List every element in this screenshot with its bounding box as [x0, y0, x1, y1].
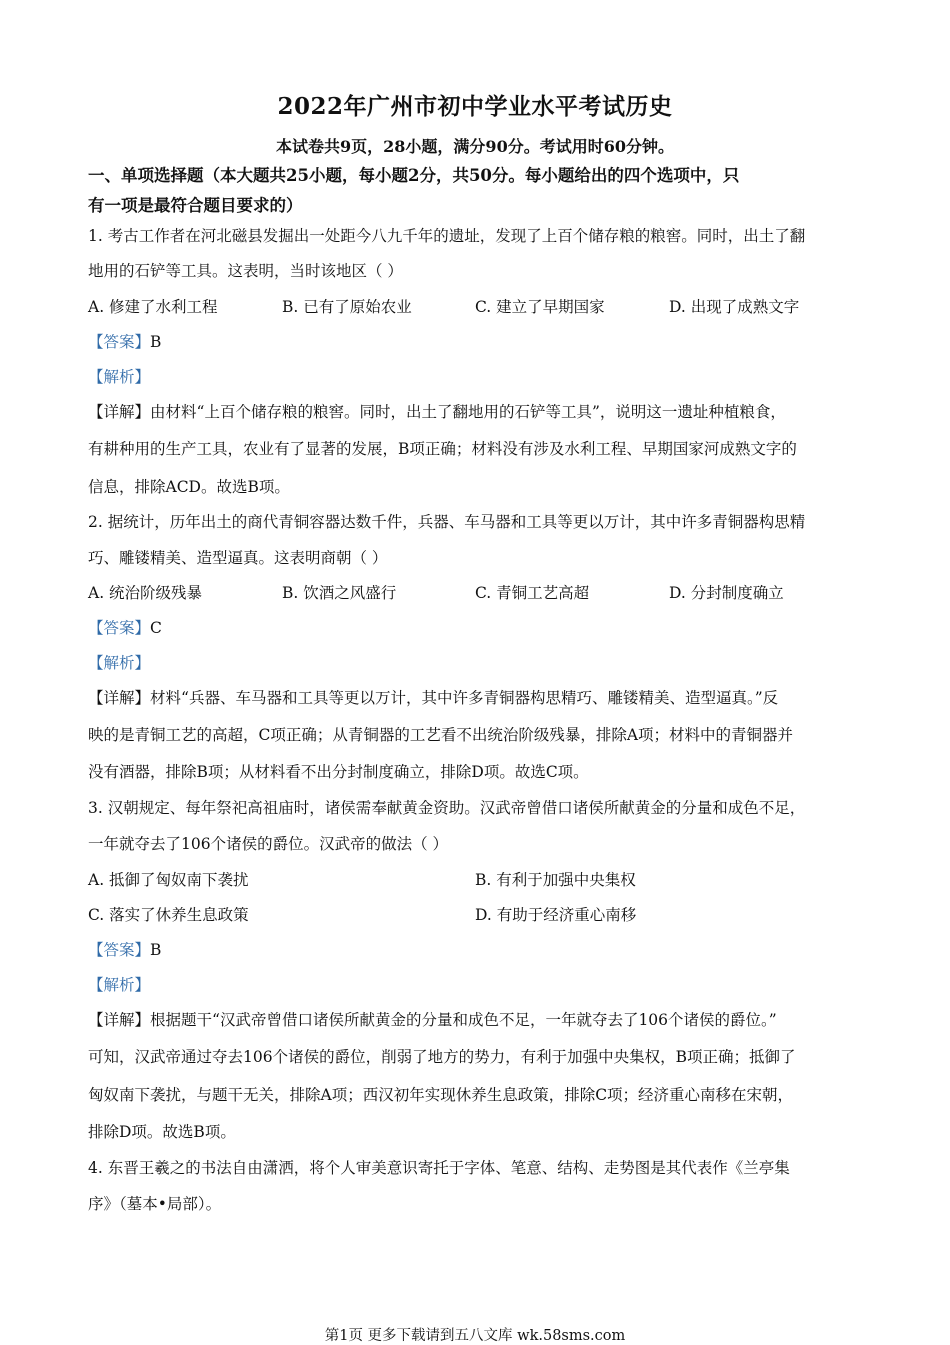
answer-value: B: [150, 333, 162, 351]
question-1-stem-cont: 地用的石铲等工具。这表明，当时该地区（ ）: [88, 262, 403, 280]
question-3-option-d: D. 有助于经济重心南移: [475, 906, 637, 924]
question-2-answer: [88, 618, 162, 638]
detail-text: 根据题干“汉武帝曾借口诸侯所献黄金的分量和成色不足，一年就夺去了106个诸侯的爵位。”: [150, 1011, 777, 1029]
answer-label: 【答案】: [88, 619, 151, 637]
question-3-answer: [88, 940, 161, 960]
question-3-stem-cont: 一年就夺去了106个诸侯的爵位。汉武帝的做法（ ）: [88, 835, 449, 853]
question-3-detail-cont2: 匈奴南下袭扰，与题干无关，排除A项；西汉初年实现休养生息政策，排除C项；经济重心南移在宋朝，: [88, 1086, 794, 1104]
answer-label: 【答案】: [88, 941, 151, 959]
question-1-detail-cont: 有耕种用的生产工具，农业有了显著的发展，B项正确；材料没有涉及水利工程、早期国家河成熟文字的: [88, 440, 797, 458]
section-heading: 一、单项选择题（本大题共25小题，每小题2分，共50分。每小题给出的四个选项中，只: [88, 166, 740, 185]
question-2-option-b: B. 饮酒之风盛行: [282, 584, 397, 602]
answer-label: 【答案】: [88, 333, 151, 351]
answer-value: B: [150, 941, 162, 959]
question-1-stem: 1. 考古工作者在河北磁县发掘出一处距今八九千年的遗址，发现了上百个储存粮的粮窖。同时，出土了翻: [88, 227, 806, 245]
detail-label: 【详解】: [88, 403, 151, 421]
question-3-detail-cont: 可知，汉武帝通过夺去106个诸侯的爵位，削弱了地方的势力，有利于加强中央集权，B项正确；抵御了: [88, 1048, 796, 1066]
question-3-option-a: A. 抵御了匈奴南下袭扰: [88, 871, 249, 889]
question-3-detail-end: 排除D项。故选B项。: [88, 1123, 236, 1141]
question-3-stem: 3. 汉朝规定、每年祭祀高祖庙时，诸侯需奉献黄金资助。汉武帝曾借口诸侯所献黄金的分量和成色不足，: [88, 799, 806, 817]
section-heading-cont: 有一项是最符合题目要求的）: [88, 196, 303, 215]
exam-instructions: 本试卷共9页，28小题，满分90分。考试用时60分钟。: [276, 137, 674, 156]
question-1-option-c: C. 建立了早期国家: [475, 298, 605, 316]
question-2-detail-cont: 映的是青铜工艺的高超，C项正确；从青铜器的工艺看不出统治阶级残暴，排除A项；材料中的青铜器并: [88, 726, 794, 744]
question-2-detail-end: 没有酒器，排除B项；从材料看不出分封制度确立，排除D项。故选C项。: [88, 763, 589, 781]
detail-label: 【详解】: [88, 689, 151, 707]
question-1-detail-end: 信息，排除ACD。故选B项。: [88, 478, 290, 496]
question-1-answer: [88, 332, 161, 352]
question-2-analysis-label: 【解析】: [88, 654, 151, 672]
question-1-option-b: B. 已有了原始农业: [282, 298, 412, 316]
detail-text: 由材料“上百个储存粮的粮窖。同时，出土了翻地用的石铲等工具”，说明这一遗址种植粮食，: [150, 403, 786, 421]
question-2-detail: [88, 688, 778, 708]
question-3-option-b: B. 有利于加强中央集权: [475, 871, 636, 889]
question-2-stem-cont: 巧、雕镂精美、造型逼真。这表明商朝（ ）: [88, 549, 388, 567]
answer-value: C: [150, 619, 162, 637]
question-4-stem: 4. 东晋王羲之的书法自由潇洒，将个人审美意识寄托于字体、笔意、结构、走势图是其代表作《兰亭集: [88, 1159, 790, 1177]
question-1-option-d: D. 出现了成熟文字: [669, 298, 800, 316]
question-3-option-c: C. 落实了休养生息政策: [88, 906, 249, 924]
question-2-stem: 2. 据统计，历年出土的商代青铜容器达数千件，兵器、车马器和工具等更以万计，其中许多青铜器构思精: [88, 513, 806, 531]
question-1-analysis-label: 【解析】: [88, 368, 151, 386]
detail-text: 材料“兵器、车马器和工具等更以万计，其中许多青铜器构思精巧、雕镂精美、造型逼真。”反: [150, 689, 779, 707]
question-2-option-a: A. 统治阶级残暴: [88, 584, 203, 602]
page-footer: 第1页 更多下载请到五八文库 wk.58sms.com: [324, 1328, 626, 1344]
question-2-option-d: D. 分封制度确立: [669, 584, 784, 602]
question-3-analysis-label: 【解析】: [88, 976, 151, 994]
detail-label: 【详解】: [88, 1011, 151, 1029]
question-2-option-c: C. 青铜工艺高超: [475, 584, 590, 602]
page-title: 2022年广州市初中学业水平考试历史: [277, 93, 673, 120]
question-3-detail: [88, 1010, 777, 1030]
question-4-stem-cont: 序》（墓本•局部）。: [88, 1195, 222, 1213]
question-1-detail: [88, 402, 786, 422]
question-1-option-a: A. 修建了水利工程: [88, 298, 218, 316]
